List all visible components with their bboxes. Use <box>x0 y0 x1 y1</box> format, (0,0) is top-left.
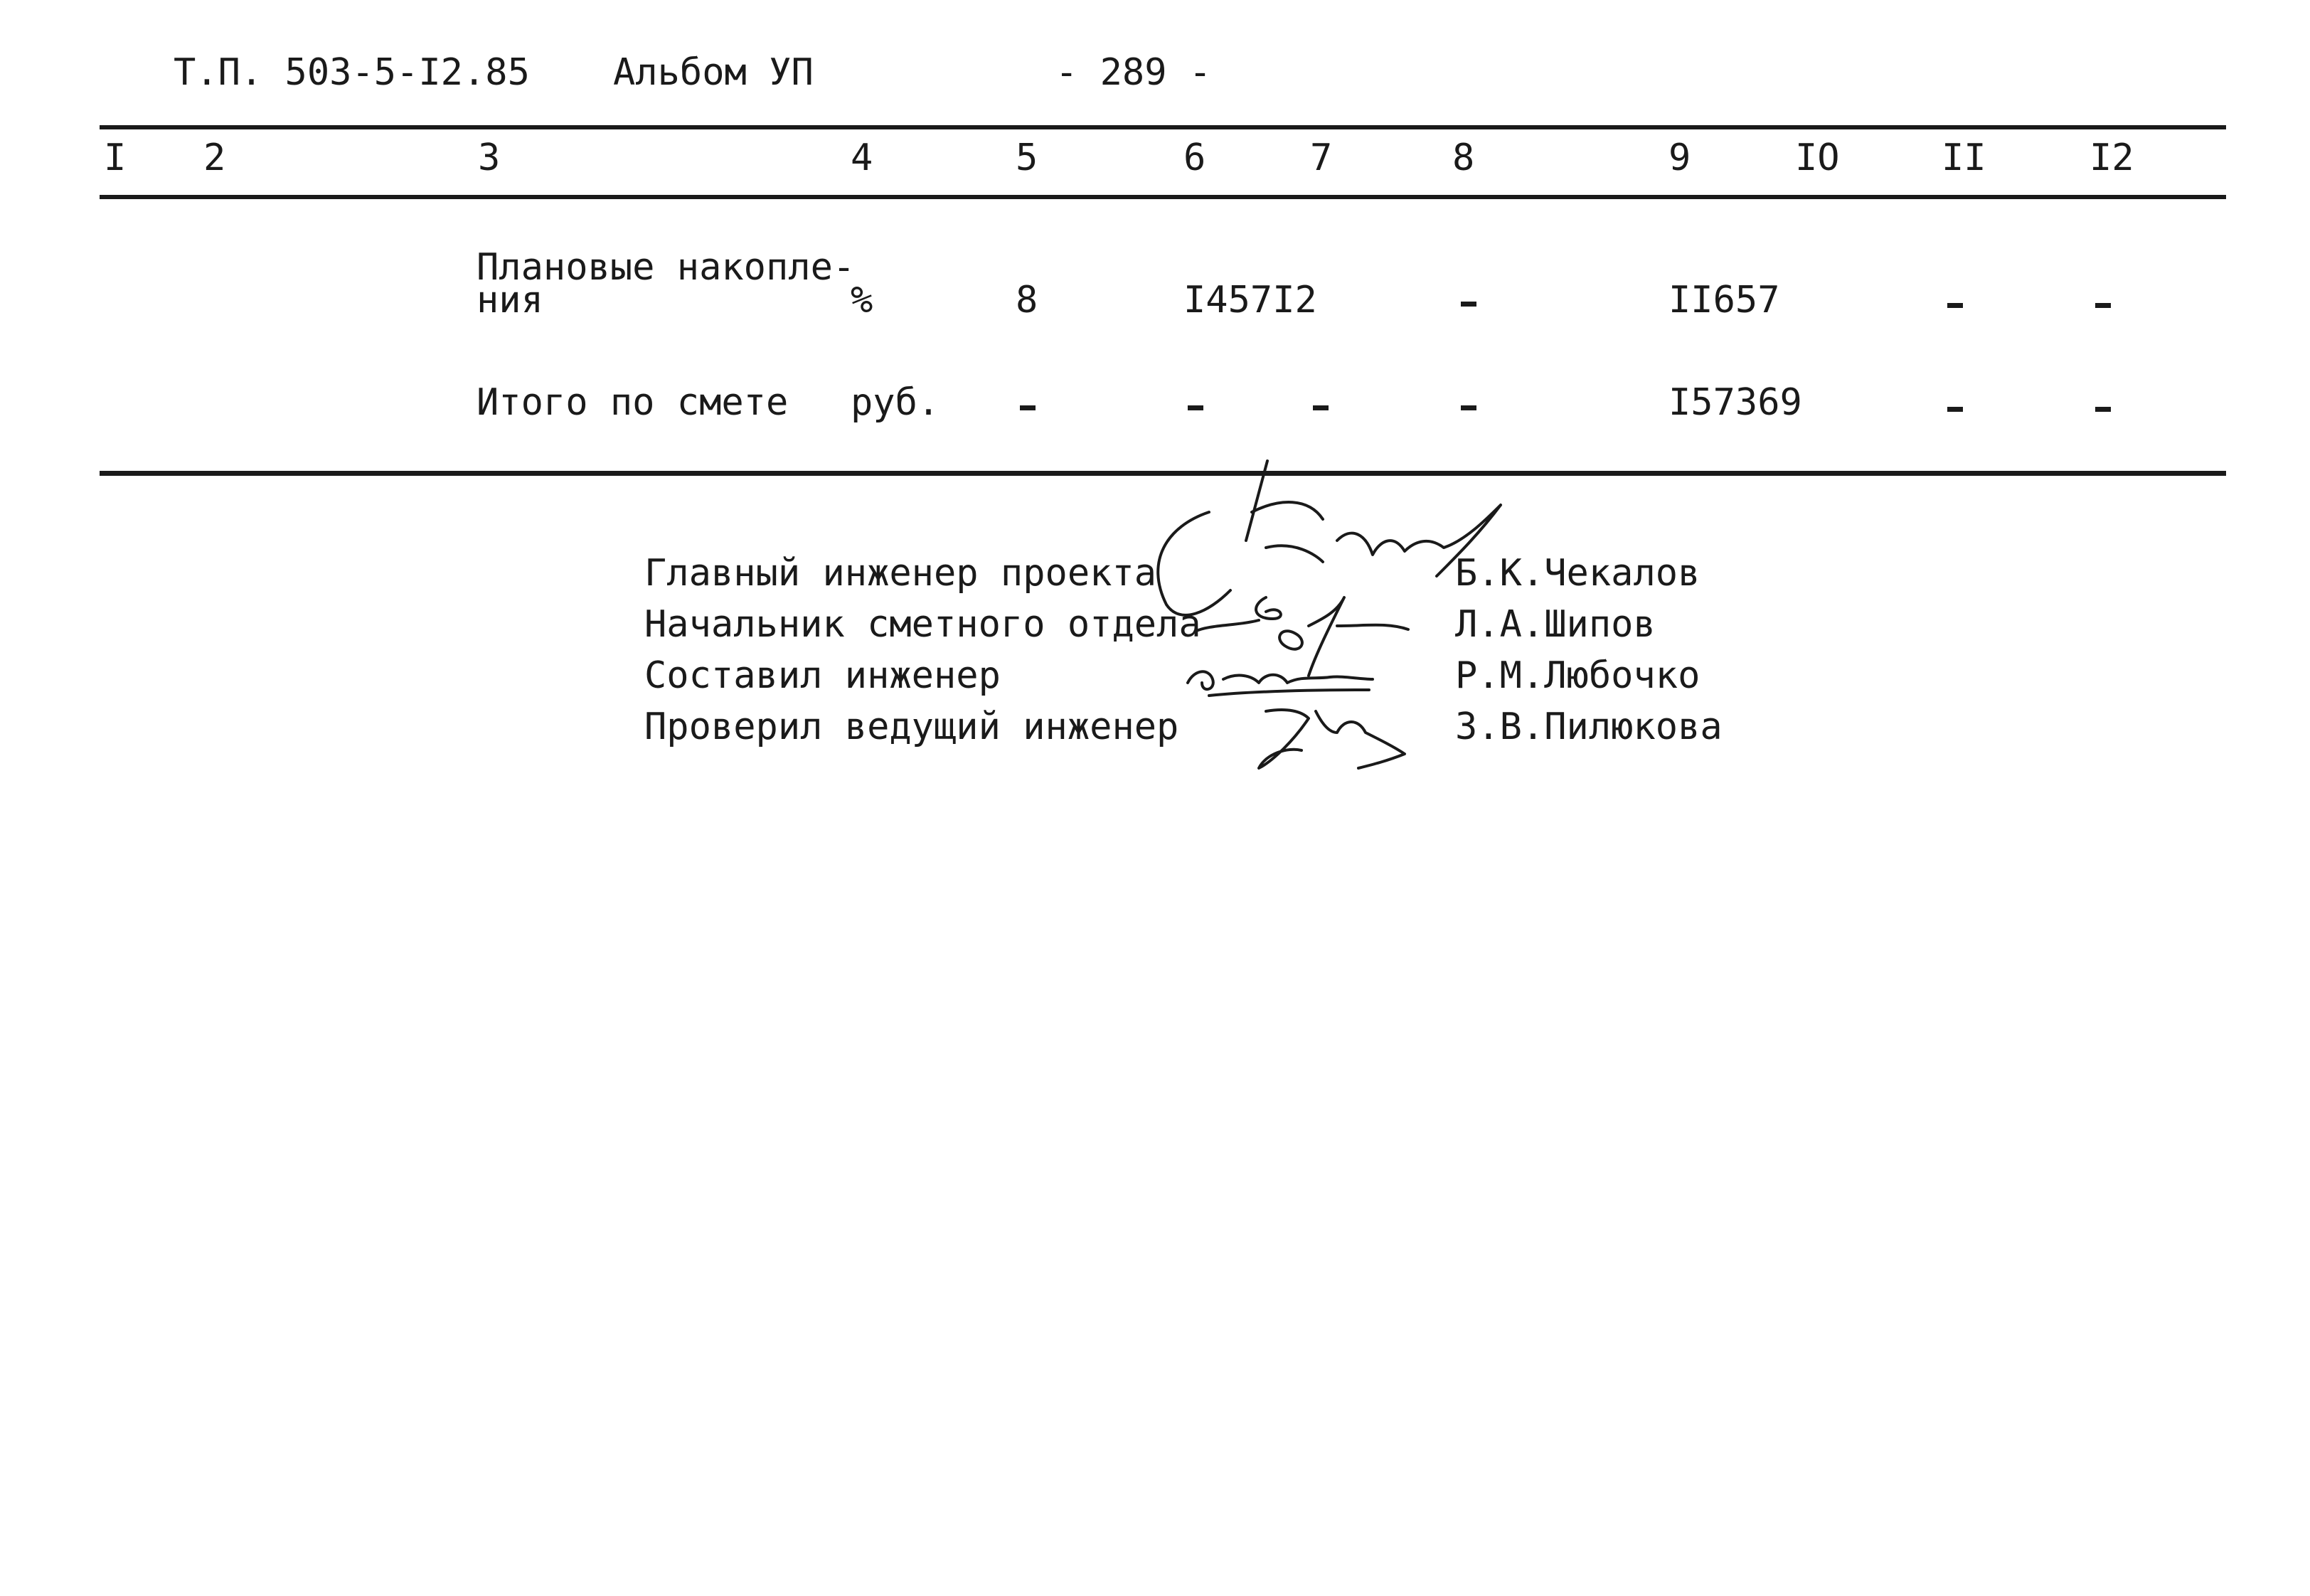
document-code: Т.П. 503-5-I2.85 <box>174 51 530 94</box>
signature-role: Начальник сметного отдела <box>644 603 1201 646</box>
row-base-cost: I457I2 <box>1183 279 1317 321</box>
column-number-1: I <box>104 137 127 179</box>
row-name: Итого по смете <box>477 381 789 424</box>
row-unit: руб. <box>851 381 940 424</box>
signature-name: Б.К.Чекалов <box>1455 552 1700 595</box>
row-unit: % <box>851 279 873 321</box>
column-number-7: 7 <box>1310 137 1333 179</box>
column-number-4: 4 <box>851 137 873 179</box>
column-number-9: 9 <box>1668 137 1691 179</box>
signature-role: Главный инженер проекта <box>644 552 1157 595</box>
page-number: - 289 - <box>1055 51 1212 94</box>
column-number-12: I2 <box>2090 137 2134 179</box>
column-number-11: II <box>1942 137 1986 179</box>
signature-checker <box>1259 710 1405 768</box>
column-number-10: IO <box>1795 137 1840 179</box>
album-label: Альбом УП <box>613 51 814 94</box>
row-name-continued: ния <box>477 279 543 321</box>
row-total: II657 <box>1668 279 1780 321</box>
signature-name: Р.М.Любочко <box>1455 654 1700 697</box>
row-grand-total: I57369 <box>1668 381 1802 424</box>
row-name: Плановые накопле- <box>477 246 856 289</box>
signature-name: Л.А.Шипов <box>1455 603 1656 646</box>
signature-head-of-estimate-dept <box>1195 597 1408 676</box>
column-number-8: 8 <box>1452 137 1475 179</box>
signature-chief-engineer <box>1158 461 1501 615</box>
signature-name: З.В.Пилюкова <box>1455 706 1723 748</box>
column-number-2: 2 <box>203 137 226 179</box>
signature-role: Составил инженер <box>644 654 1001 697</box>
column-number-5: 5 <box>1016 137 1038 179</box>
signature-compiler <box>1188 671 1373 696</box>
column-number-6: 6 <box>1183 137 1206 179</box>
column-number-3: 3 <box>478 137 501 179</box>
signature-role: Проверил ведущий инженер <box>644 706 1179 748</box>
row-quantity: 8 <box>1016 279 1038 321</box>
